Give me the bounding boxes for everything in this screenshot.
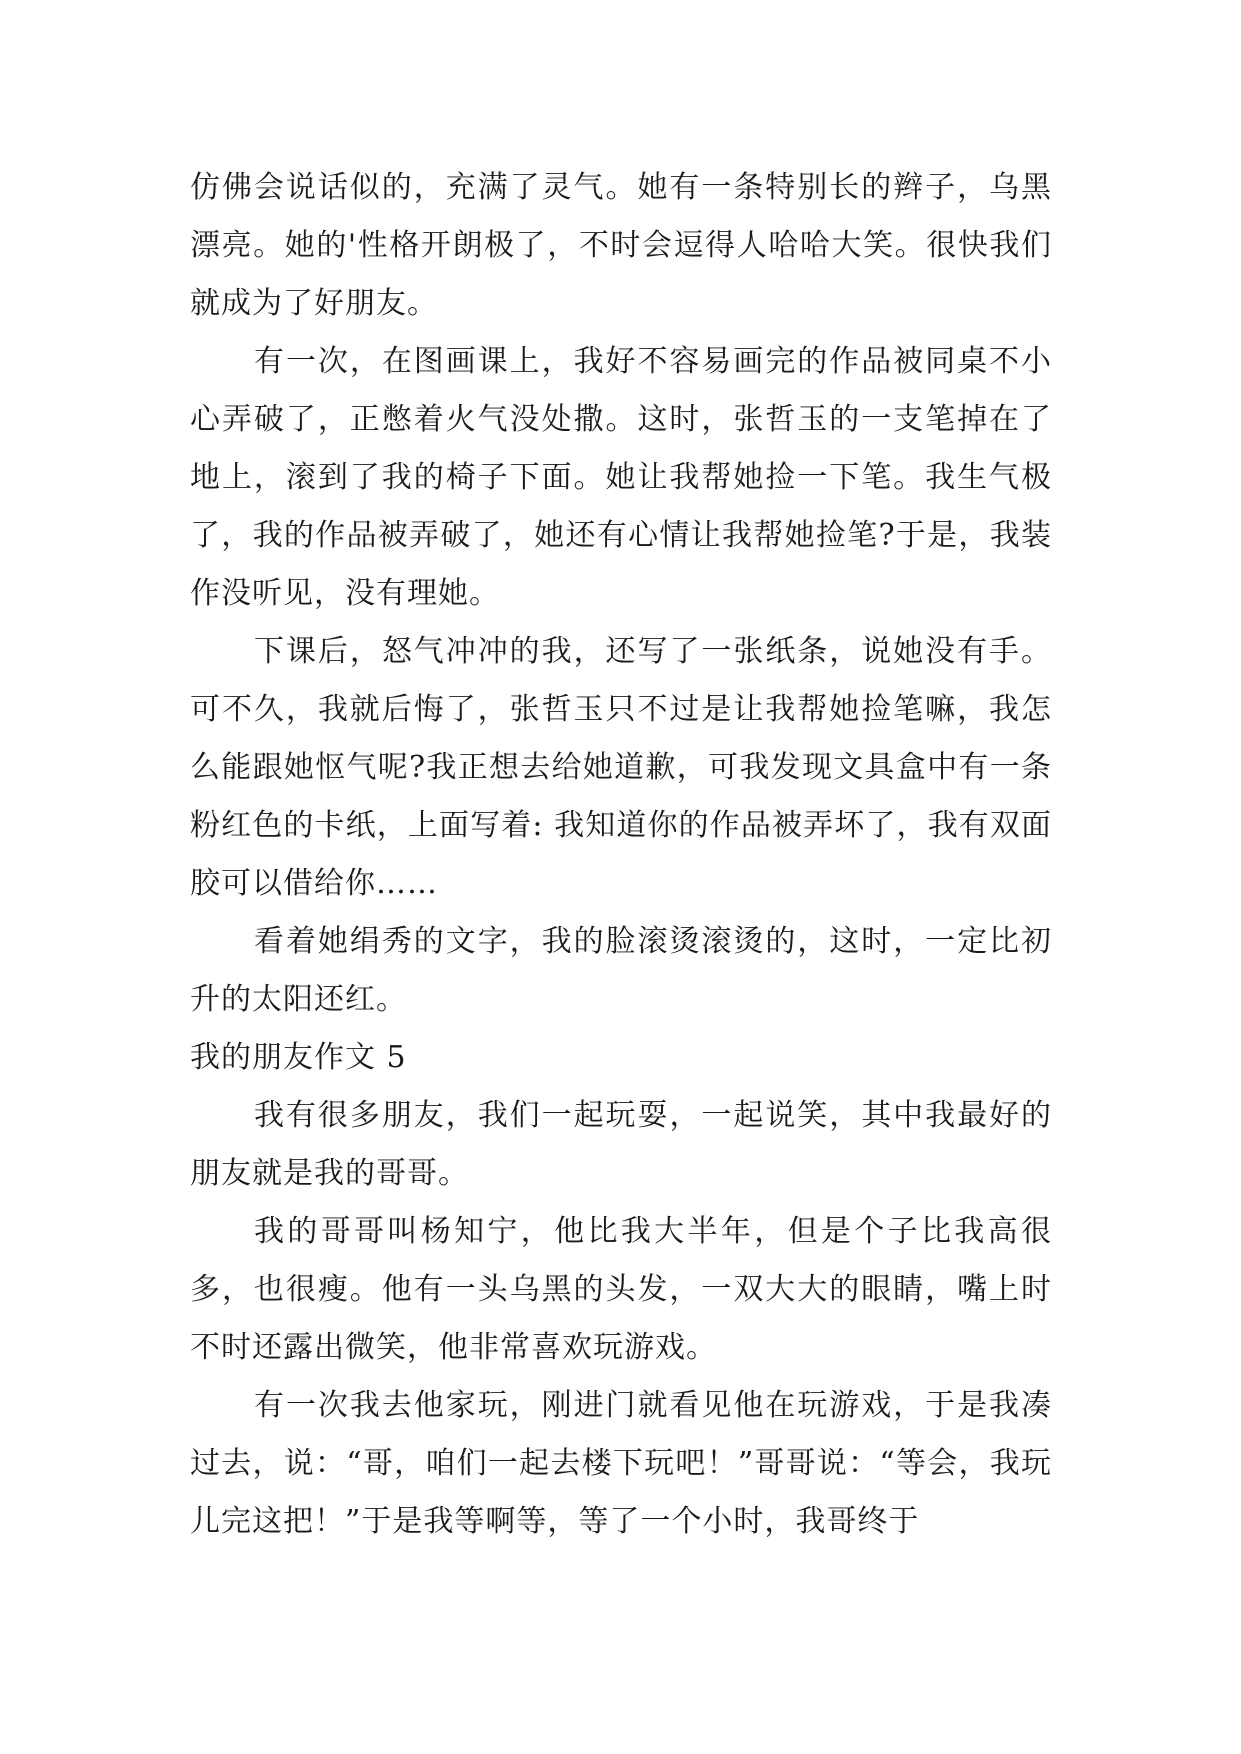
paragraph-3: 下课后，怒气冲冲的我，还写了一张纸条，说她没有手。可不久，我就后悔了，张哲玉只不过是让我帮她捡笔嘛，我怎么能跟她怄气呢?我正想去给她道歉，可我发现文具盒中有一条粉红色的卡纸，上面写着: 我知道你的作品被弄坏了，我有双面胶可以借给你…… [190, 634, 1052, 901]
paragraph-2: 有一次，在图画课上，我好不容易画完的作品被同桌不小心弄破了，正憋着火气没处撒。这时，张哲玉的一支笔掉在了地上，滚到了我的椅子下面。她让我帮她捡一下笔。我生气极了，我的作品被弄破了，她还有心情让我帮她捡笔?于是，我装作没听见，没有理她。 [190, 344, 1052, 611]
document-body [190, 159, 1052, 1551]
paragraph-4: 看着她绢秀的文字，我的脸滚烫滚烫的，这时，一定比初升的太阳还红。 [190, 924, 1052, 1017]
paragraph-1: 仿佛会说话似的，充满了灵气。她有一条特别长的辫子，乌黑漂亮。她的'性格开朗极了，不时会逗得人哈哈大笑。很快我们就成为了好朋友。 [190, 170, 1052, 321]
section-heading: 我的朋友作文 5 [190, 1040, 407, 1075]
paragraph-7: 有一次我去他家玩，刚进门就看见他在玩游戏，于是我凑过去，说：“哥，咱们一起去楼下玩吧！”哥哥说：“等会，我玩儿完这把！”于是我等啊等，等了一个小时，我哥终于 [190, 1388, 1052, 1539]
paragraph-6: 我的哥哥叫杨知宁，他比我大半年，但是个子比我高很多，也很瘦。他有一头乌黑的头发，一双大大的眼睛，嘴上时不时还露出微笑，他非常喜欢玩游戏。 [190, 1214, 1052, 1365]
paragraph-5: 我有很多朋友，我们一起玩耍，一起说笑，其中我最好的朋友就是我的哥哥。 [190, 1098, 1052, 1191]
